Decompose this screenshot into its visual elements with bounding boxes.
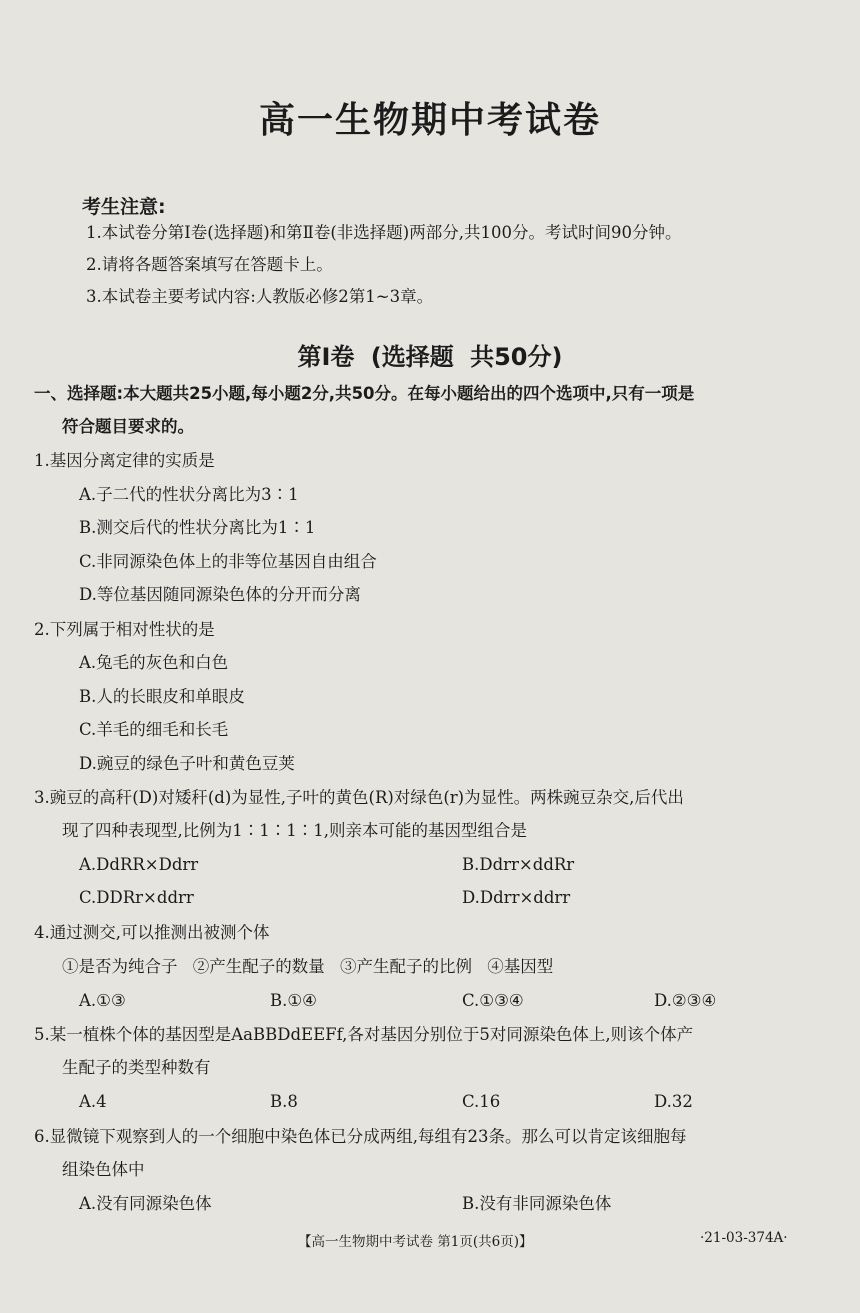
question-1-option-b: B.测交后代的性状分离比为1∶1 (79, 518, 316, 537)
question-6-stem: 6.显微镜下观察到人的一个细胞中染色体已分成两组,每组有23条。那么可以肯定该细胞每 (34, 1127, 687, 1146)
question-3-option-c: C.DDRr×ddrr (79, 888, 194, 907)
question-3-option-d: D.Ddrr×ddrr (462, 888, 571, 907)
section-instruction: 一、选择题:本大题共25小题,每小题2分,共50分。在每小题给出的四个选项中,只有一项是 (34, 384, 695, 403)
question-3-stem: 3.豌豆的高秆(D)对矮秆(d)为显性,子叶的黄色(R)对绿色(r)为显性。两株豌豆杂交,后代出 (34, 788, 684, 807)
question-1-option-d: D.等位基因随同源染色体的分开而分离 (79, 585, 361, 604)
question-4-statements: ①是否为纯合子 ②产生配子的数量 ③产生配子的比例 ④基因型 (62, 957, 554, 976)
question-5-option-b: B.8 (270, 1092, 298, 1111)
question-6-option-b: B.没有非同源染色体 (462, 1194, 612, 1213)
question-1-stem: 1.基因分离定律的实质是 (34, 451, 215, 470)
question-6-stem-cont: 组染色体中 (62, 1160, 145, 1179)
page-footer: 【高一生物期中考试卷 第1页(共6页)】 (298, 1234, 533, 1250)
notice-item-1: 1.本试卷分第Ⅰ卷(选择题)和第Ⅱ卷(非选择题)两部分,共100分。考试时间90分钟。 (86, 223, 682, 242)
question-5-stem-cont: 生配子的类型种数有 (62, 1058, 211, 1077)
question-1-option-a: A.子二代的性状分离比为3∶1 (79, 485, 299, 504)
question-2-option-c: C.羊毛的细毛和长毛 (79, 720, 229, 739)
notice-heading: 考生注意: (82, 196, 166, 218)
question-3-stem-cont: 现了四种表现型,比例为1∶1∶1∶1,则亲本可能的基因型组合是 (62, 821, 527, 840)
question-2-stem: 2.下列属于相对性状的是 (34, 620, 215, 639)
question-3-option-b: B.Ddrr×ddRr (462, 855, 575, 874)
question-2-option-a: A.兔毛的灰色和白色 (79, 653, 229, 672)
question-6-option-a: A.没有同源染色体 (79, 1194, 212, 1213)
question-4-option-c: C.①③④ (462, 991, 524, 1010)
page-title: 高一生物期中考试卷 (258, 100, 601, 141)
question-4-stem: 4.通过测交,可以推测出被测个体 (34, 923, 270, 942)
paper-code: ·21-03-374A· (700, 1230, 788, 1246)
question-4-option-d: D.②③④ (654, 991, 717, 1010)
question-5-stem: 5.某一植株个体的基因型是AaBBDdEEFf,各对基因分别位于5对同源染色体上,则该个体产 (34, 1025, 694, 1044)
notice-item-3: 3.本试卷主要考试内容:人教版必修2第1~3章。 (86, 287, 434, 306)
section-title: 第Ⅰ卷 (选择题 共50分) (297, 343, 563, 371)
section-instruction-cont: 符合题目要求的。 (62, 417, 194, 436)
question-2-option-b: B.人的长眼皮和单眼皮 (79, 687, 245, 706)
question-5-option-c: C.16 (462, 1092, 501, 1111)
notice-item-2: 2.请将各题答案填写在答题卡上。 (86, 255, 333, 274)
question-3-option-a: A.DdRR×Ddrr (79, 855, 199, 874)
question-1-option-c: C.非同源染色体上的非等位基因自由组合 (79, 552, 377, 571)
question-4-option-b: B.①④ (270, 991, 317, 1010)
question-5-option-a: A.4 (79, 1092, 107, 1111)
question-5-option-d: D.32 (654, 1092, 693, 1111)
question-4-option-a: A.①③ (79, 991, 126, 1010)
question-2-option-d: D.豌豆的绿色子叶和黄色豆荚 (79, 754, 295, 773)
